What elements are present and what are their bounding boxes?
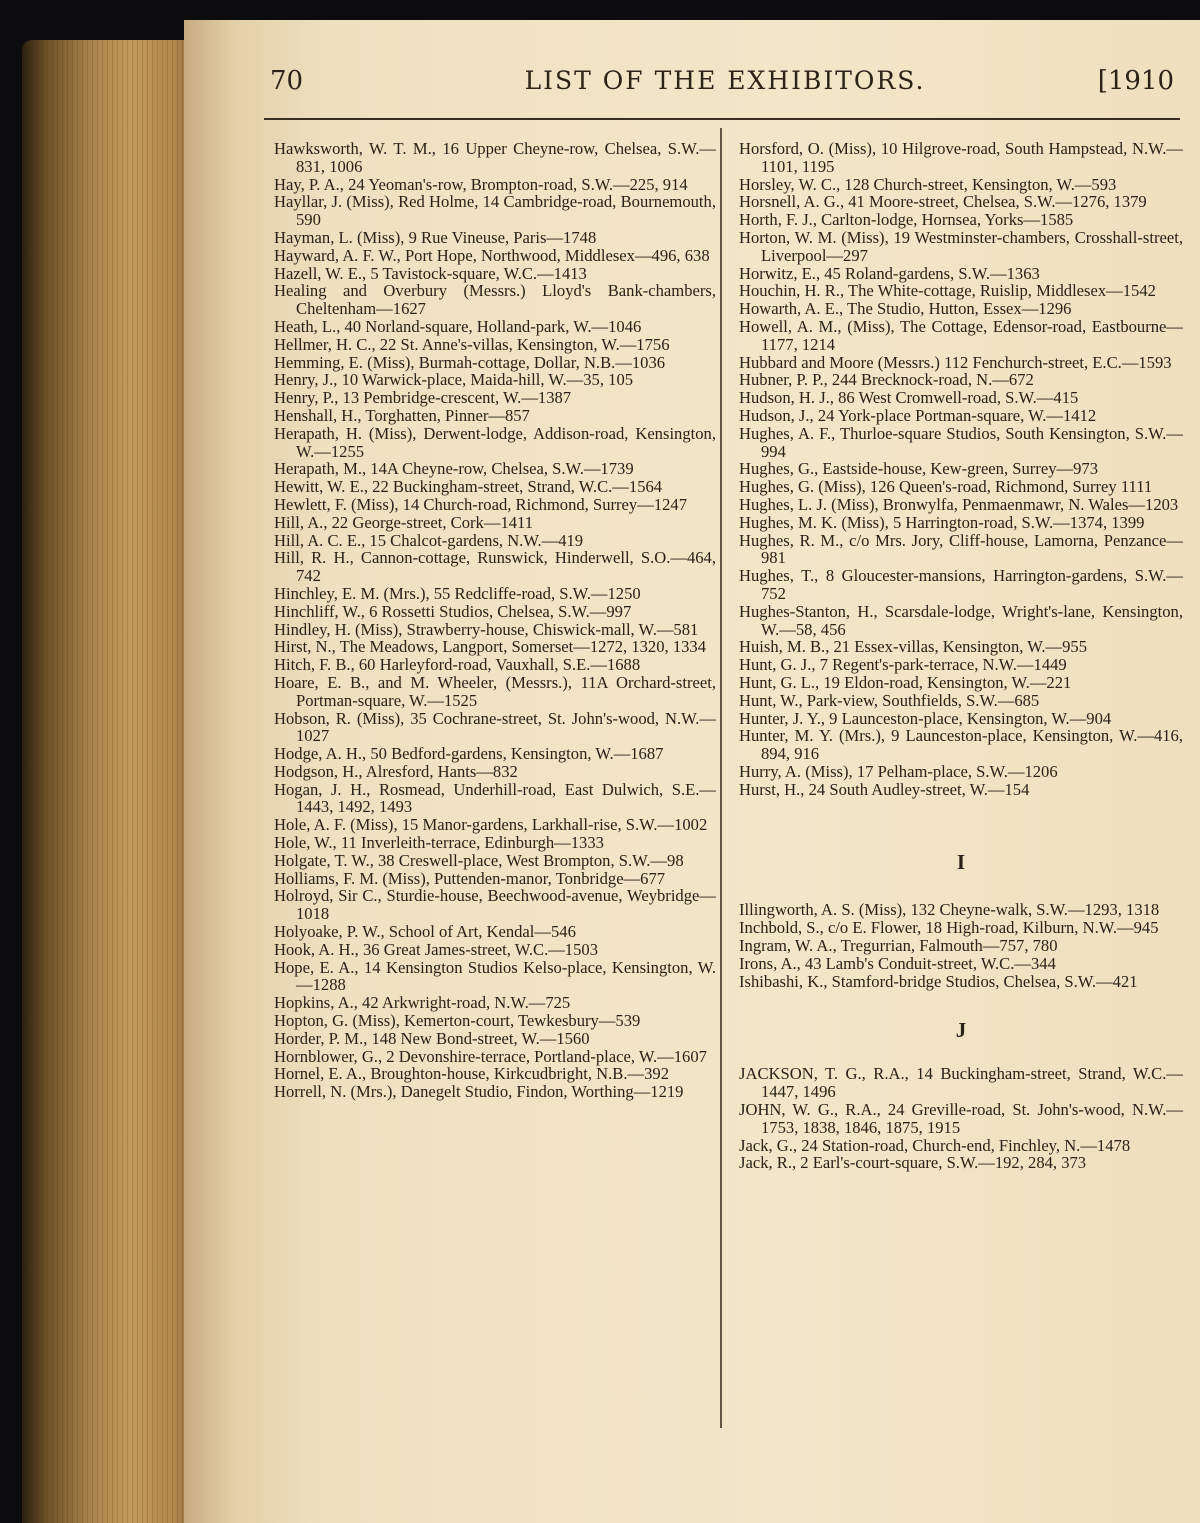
exhibitor-entry: Henry, J., 10 Warwick-place, Maida-hill, W.—35, 105 — [274, 370, 634, 390]
exhibitor-entry: Herapath, M., 14A Cheyne-row, Chelsea, S.W.—1739 — [274, 459, 634, 479]
exhibitor-entry: Hayward, A. F. W., Port Hope, Northwood, Middlesex—496, 638 — [274, 245, 710, 265]
left-column — [274, 140, 716, 1101]
exhibitor-entry: Illingworth, A. S. (Miss), 132 Cheyne-walk, S.W.—1293, 1318 — [739, 900, 1160, 920]
exhibitor-entry: Horth, F. J., Carlton-lodge, Hornsea, Yorks—1585 — [739, 210, 1074, 230]
exhibitor-entry: Houchin, H. R., The White-cottage, Ruislip, Middlesex—1542 — [739, 281, 1156, 301]
exhibitor-entry: Horsford, O. (Miss), 10 Hilgrove-road, South Hampstead, N.W.—1101, 1195 — [739, 139, 1183, 176]
exhibitor-entry: Horsnell, A. G., 41 Moore-street, Chelsea, S.W.—1276, 1379 — [739, 192, 1147, 212]
exhibitor-entry: Hornel, E. A., Broughton-house, Kirkcudbright, N.B.—392 — [274, 1064, 669, 1084]
exhibitor-entry: Hill, A., 22 George-street, Cork—1411 — [274, 512, 534, 532]
right-column — [739, 140, 1183, 1172]
exhibitor-entry: Hayman, L. (Miss), 9 Rue Vineuse, Paris—1748 — [274, 227, 597, 247]
exhibitor-entry: Hughes, L. J. (Miss), Bronwylfa, Penmaenmawr, N. Wales—1203 — [739, 494, 1179, 514]
exhibitor-entry: Hill, A. C. E., 15 Chalcot-gardens, N.W.—419 — [274, 530, 584, 550]
exhibitor-entry: Hemming, E. (Miss), Burmah-cottage, Dollar, N.B.—1036 — [274, 352, 666, 372]
exhibitor-entry: Holyoake, P. W., School of Art, Kendal—546 — [274, 922, 576, 942]
exhibitor-entry: Hindley, H. (Miss), Strawberry-house, Chiswick-mall, W.—581 — [274, 619, 699, 639]
exhibitor-entry: Hazell, W. E., 5 Tavistock-square, W.C.—1413 — [274, 263, 587, 283]
exhibitor-entry: Hurst, H., 24 South Audley-street, W.—154 — [739, 779, 1030, 799]
exhibitor-entry: Hope, E. A., 14 Kensington Studios Kelso-place, Kensington, W.—1288 — [274, 957, 716, 995]
exhibitor-entry: Hellmer, H. C., 22 St. Anne's-villas, Kensington, W.—1756 — [274, 334, 670, 354]
book-page-edges — [22, 40, 198, 1523]
exhibitor-entry: Hodge, A. H., 50 Bedford-gardens, Kensington, W.—1687 — [274, 744, 664, 764]
exhibitor-entry: JOHN, W. G., R.A., 24 Greville-road, St. John's-wood, N.W.—1753, 1838, 1846, 1875, 1915 — [739, 1100, 1183, 1137]
exhibitor-entry: Hitch, F. B., 60 Harleyford-road, Vauxhall, S.E.—1688 — [274, 655, 641, 675]
page-title: LIST OF THE EXHIBITORS. — [524, 66, 926, 95]
exhibitor-entry: Hunt, G. J., 7 Regent's-park-terrace, N.W.—1449 — [739, 655, 1067, 675]
exhibitor-entry: Holgate, T. W., 38 Creswell-place, West Brompton, S.W.—98 — [274, 850, 684, 870]
exhibitor-entry: Hudson, J., 24 York-place Portman-square, W.—1412 — [739, 405, 1097, 425]
page-header — [270, 66, 1180, 106]
exhibitor-entry: Hughes, T., 8 Gloucester-mansions, Harrington-gardens, S.W.—752 — [739, 566, 1183, 603]
exhibitor-entry: Healing and Overbury (Messrs.) Lloyd's Bank-chambers, Cheltenham—1627 — [274, 281, 716, 319]
exhibitor-entry: Henry, P., 13 Pembridge-crescent, W.—1387 — [274, 388, 572, 408]
exhibitor-entry: Hughes, R. M., c/o Mrs. Jory, Cliff-house, Lamorna, Penzance—981 — [739, 530, 1183, 568]
exhibitor-entry: Horton, W. M. (Miss), 19 Westminster-chambers, Crosshall-street, Liverpool—297 — [739, 227, 1183, 265]
exhibitor-entry: Hopkins, A., 42 Arkwright-road, N.W.—725 — [274, 993, 571, 1013]
exhibitor-entry: Hughes, A. F., Thurloe-square Studios, South Kensington, S.W.—994 — [739, 423, 1183, 461]
exhibitor-entry: Hurry, A. (Miss), 17 Pelham-place, S.W.—1206 — [739, 761, 1058, 781]
exhibitor-entry: Huish, M. B., 21 Essex-villas, Kensington, W.—955 — [739, 637, 1088, 657]
exhibitor-entry: Hole, W., 11 Inverleith-terrace, Edinburgh—1333 — [274, 833, 604, 853]
exhibitor-entry: Hunter, M. Y. (Mrs.), 9 Launceston-place, Kensington, W.—416, 894, 916 — [739, 726, 1183, 764]
exhibitor-entry: Horsley, W. C., 128 Church-street, Kensington, W.—593 — [739, 174, 1117, 194]
i-entries-list — [739, 901, 1183, 990]
exhibitor-entry: Hinchley, E. M. (Mrs.), 55 Redcliffe-road, S.W.—1250 — [274, 583, 641, 603]
exhibitor-entry: Hughes, M. K. (Miss), 5 Harrington-road, S.W.—1374, 1399 — [739, 512, 1145, 532]
exhibitor-entry: Hawksworth, W. T. M., 16 Upper Cheyne-row, Chelsea, S.W.—831, 1006 — [274, 139, 716, 176]
exhibitor-entry: Howell, A. M., (Miss), The Cottage, Edensor-road, Eastbourne—1177, 1214 — [739, 316, 1183, 354]
exhibitor-entry: Hinchliff, W., 6 Rossetti Studios, Chelsea, S.W.—997 — [274, 601, 632, 621]
exhibitor-entry: Inchbold, S., c/o E. Flower, 18 High-road, Kilburn, N.W.—945 — [739, 918, 1159, 938]
exhibitor-entry: Hudson, H. J., 86 West Cromwell-road, S.W.—415 — [739, 388, 1079, 408]
exhibitor-entry: Hunt, W., Park-view, Southfields, S.W.—685 — [739, 690, 1040, 710]
exhibitor-entry: Hubbard and Moore (Messrs.) 112 Fenchurch-street, E.C.—1593 — [739, 352, 1172, 372]
exhibitor-entry: Hill, R. H., Cannon-cottage, Runswick, Hinderwell, S.O.—464, 742 — [274, 548, 716, 586]
exhibitor-entry: Hughes, G., Eastside-house, Kew-green, Surrey—973 — [739, 459, 1098, 479]
exhibitor-entry: JACKSON, T. G., R.A., 14 Buckingham-street, Strand, W.C.—1447, 1496 — [739, 1064, 1183, 1102]
exhibitor-entry: Howarth, A. E., The Studio, Hutton, Essex—1296 — [739, 299, 1072, 319]
page-number: 70 — [270, 66, 304, 96]
exhibitor-entry: Hewlett, F. (Miss), 14 Church-road, Richmond, Surrey—1247 — [274, 494, 688, 514]
exhibitor-entry: Jack, R., 2 Earl's-court-square, S.W.—192, 284, 373 — [739, 1153, 1087, 1173]
exhibitor-entry: Irons, A., 43 Lamb's Conduit-street, W.C.—344 — [739, 953, 1056, 973]
exhibitor-entry: Holroyd, Sir C., Sturdie-house, Beechwood-avenue, Weybridge—1018 — [274, 886, 716, 924]
exhibitor-entry: Hook, A. H., 36 Great James-street, W.C.—1503 — [274, 939, 598, 959]
exhibitor-entry: Hewitt, W. E., 22 Buckingham-street, Strand, W.C.—1564 — [274, 477, 663, 497]
section-heading-j: J — [955, 1018, 967, 1043]
exhibitor-entry: Hirst, N., The Meadows, Langport, Somerset—1272, 1320, 1334 — [274, 637, 707, 657]
exhibitor-entry: Hay, P. A., 24 Yeoman's-row, Brompton-road, S.W.—225, 914 — [274, 174, 688, 194]
exhibitor-entry: Hole, A. F. (Miss), 15 Manor-gardens, Larkhall-rise, S.W.—1002 — [274, 815, 708, 835]
j-entries-list — [739, 1065, 1183, 1172]
exhibitor-entry: Hayllar, J. (Miss), Red Holme, 14 Cambridge-road, Bournemouth, 590 — [274, 192, 716, 230]
header-year: [1910 — [1097, 66, 1174, 96]
exhibitor-entry: Horwitz, E., 45 Roland-gardens, S.W.—1363 — [739, 263, 1040, 283]
book-page — [184, 20, 1200, 1523]
exhibitor-entry: Hopton, G. (Miss), Kemerton-court, Tewkesbury—539 — [274, 1011, 641, 1031]
exhibitor-entry: Hubner, P. P., 244 Brecknock-road, N.—672 — [739, 370, 1034, 390]
exhibitor-entry: Horder, P. M., 148 New Bond-street, W.—1560 — [274, 1028, 590, 1048]
exhibitor-entry: Hodgson, H., Alresford, Hants—832 — [274, 761, 518, 781]
exhibitor-entry: Hobson, R. (Miss), 35 Cochrane-street, St. John's-wood, N.W.—1027 — [274, 708, 716, 746]
exhibitor-entry: Hoare, E. B., and M. Wheeler, (Messrs.), 11A Orchard-street, Portman-square, W.—1525 — [274, 672, 716, 710]
exhibitor-entry: Horrell, N. (Mrs.), Danegelt Studio, Findon, Worthing—1219 — [274, 1082, 684, 1102]
exhibitor-entry: Hughes-Stanton, H., Scarsdale-lodge, Wright's-lane, Kensington, W.—58, 456 — [739, 601, 1183, 639]
exhibitor-entry: Hughes, G. (Miss), 126 Queen's-road, Richmond, Surrey 1111 — [739, 477, 1153, 497]
exhibitor-entry: Heath, L., 40 Norland-square, Holland-park, W.—1046 — [274, 316, 642, 336]
exhibitor-entry: Henshall, H., Torghatten, Pinner—857 — [274, 405, 530, 425]
exhibitor-entry: Hornblower, G., 2 Devonshire-terrace, Portland-place, W.—1607 — [274, 1046, 707, 1066]
header-rule — [264, 118, 1180, 120]
exhibitor-entry: Holliams, F. M. (Miss), Puttenden-manor, Tonbridge—677 — [274, 868, 666, 888]
exhibitor-entry: Herapath, H. (Miss), Derwent-lodge, Addison-road, Kensington, W.—1255 — [274, 423, 716, 461]
exhibitor-entry: Hunt, G. L., 19 Eldon-road, Kensington, W.—221 — [739, 672, 1072, 692]
h-entries-list — [739, 140, 1183, 798]
exhibitor-entry: Ishibashi, K., Stamford-bridge Studios, Chelsea, S.W.—421 — [739, 971, 1138, 991]
exhibitor-entry: Hunter, J. Y., 9 Launceston-place, Kensington, W.—904 — [739, 708, 1112, 728]
exhibitor-entry: Ingram, W. A., Tregurrian, Falmouth—757, 780 — [739, 936, 1058, 956]
column-divider — [720, 128, 722, 1428]
exhibitor-entry: Hogan, J. H., Rosmead, Underhill-road, East Dulwich, S.E.—1443, 1492, 1493 — [274, 779, 716, 817]
section-heading-i: I — [956, 850, 966, 875]
exhibitor-entry: Jack, G., 24 Station-road, Church-end, Finchley, N.—1478 — [739, 1135, 1131, 1155]
